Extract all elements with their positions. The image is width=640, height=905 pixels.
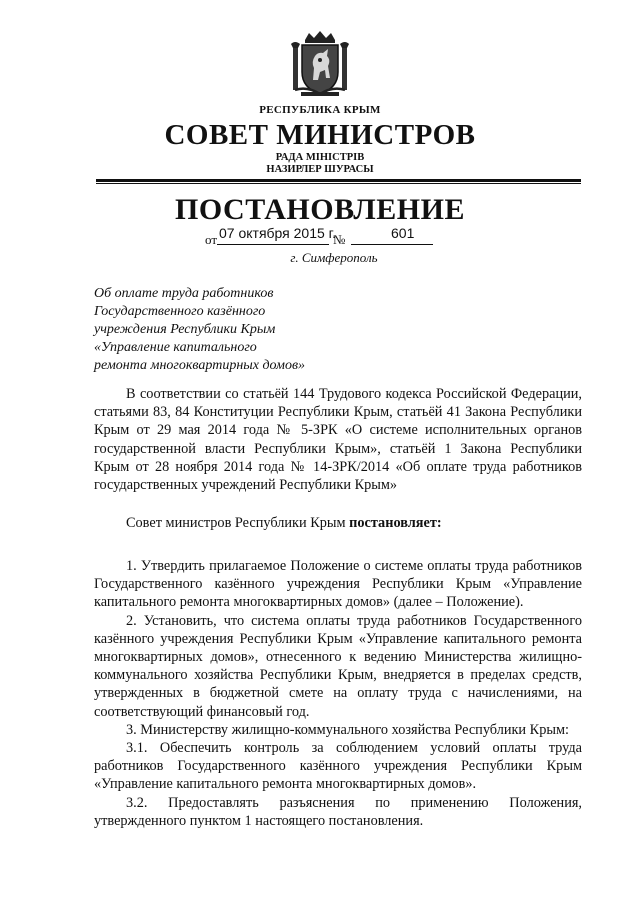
decree-date: 07 октября 2015 г. <box>219 225 336 241</box>
council-resolution-text <box>94 514 582 532</box>
preamble-paragraph <box>94 385 582 494</box>
number-label: № <box>333 232 346 247</box>
item-3-1: 3.1. Обеспечить контроль за соблюдением условий оплаты труда работников Государственного казённого учреждения Республики Крым «Управление капитального ремонта многоквартирных домов». <box>94 740 582 793</box>
decree-city: г. Симферополь <box>290 250 378 265</box>
crimea-coat-of-arms-icon <box>287 30 353 98</box>
subject-line: ремонта многоквартирных домов» <box>94 358 306 373</box>
decree-items <box>94 557 582 830</box>
decree-number: 601 <box>391 225 415 241</box>
decree-title: ПОСТАНОВЛЕНИЕ <box>175 193 465 226</box>
council-prefix: Совет министров Республики Крым <box>126 515 350 531</box>
item-1: 1. Утвердить прилагаемое Положение о системе оплаты труда работников Государственного казённого учреждения Республики Крым «Управление капитального ремонта многоквартирных домов» (далее – Положение). <box>94 558 582 611</box>
subject-line: Государственного казённого <box>94 304 266 319</box>
number-underline <box>351 244 433 245</box>
subject-line: «Управление капитального <box>94 340 257 355</box>
from-label: от <box>205 232 218 247</box>
header-divider-thin <box>96 183 581 184</box>
subject-line: Об оплате труда работников <box>94 286 274 301</box>
subject-line: учреждения Республики Крым <box>94 322 276 337</box>
header-divider-thick <box>96 179 581 182</box>
republic-name: РЕСПУБЛИКА КРЫМ <box>259 104 381 116</box>
council-title-ukrainian: РАДА МІНІСТРІВ <box>275 152 365 163</box>
council-verb: постановляет: <box>349 515 442 531</box>
council-title-crimean-tatar: НАЗИРЛЕР ШУРАСЫ <box>266 164 374 175</box>
date-underline <box>217 244 329 245</box>
item-2: 2. Установить, что система оплаты труда работников Государственного казённого учреждения Республики Крым «Управление капитального ремонта многоквартирных домов», отнесенного к ведению Министерства жилищно-коммунального хозяйства Республики Крым, внедряется в пределах средств, утвержденных в бюджетной смете на оплату труда с начислениями, на соответствующий финансовый год. <box>94 612 582 720</box>
council-resolution-line <box>94 514 582 532</box>
council-title: СОВЕТ МИНИСТРОВ <box>164 119 476 151</box>
item-3-2: 3.2. Предоставлять разъяснения по применению Положения, утвержденного пунктом 1 настоящего постановления. <box>94 794 582 829</box>
decree-subject <box>94 285 354 375</box>
preamble-text: В соответствии со статьёй 144 Трудового кодекса Российской Федерации, статьями 83, 84 Конституции Республики Крым, статьёй 41 Закона Республики Крым от 29 мая 2014 года № 5-ЗРК «О системе исполнительных органов государственной власти Республики Крым», статьёй 1 Закона Республики Крым от 28 ноября 2014 года № 14-ЗРК/2014 «Об оплате труда работников государственных учреждений Республики Крым» <box>94 386 582 494</box>
decree-date-number-line <box>205 225 435 249</box>
item-3: 3. Министерству жилищно-коммунального хозяйства Республики Крым: <box>126 721 569 738</box>
